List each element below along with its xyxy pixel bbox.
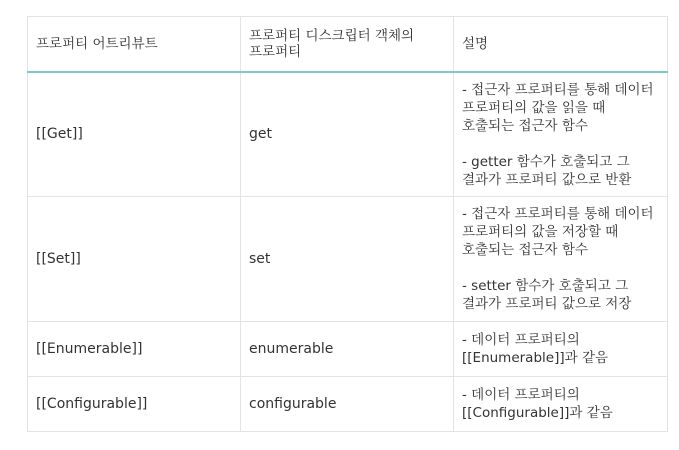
description-cell	[454, 72, 668, 197]
description-text: - 데이터 프로퍼티의 [[Enumerable]]과 같음	[462, 332, 609, 366]
description-text: - 데이터 프로퍼티의 [[Configurable]]과 같음	[462, 387, 613, 421]
description-text: - getter 함수가 호출되고 그 결과가 프로퍼티 값으로 반환	[462, 153, 632, 188]
header-description: 설명	[454, 17, 668, 73]
header-property-attribute: 프로퍼티 어트리뷰트	[28, 17, 241, 73]
table-row	[28, 377, 668, 432]
descriptor-cell: get	[241, 72, 454, 197]
header-descriptor-property: 프로퍼티 디스크립터 객체의 프로퍼티	[241, 17, 454, 73]
table-row	[28, 72, 668, 197]
description-text: - 접근자 프로퍼티를 통해 데이터 프로퍼티의 값을 저장할 때 호출되는 접근자 함수	[462, 206, 654, 258]
table-row	[28, 322, 668, 377]
description-cell	[454, 377, 668, 432]
descriptor-cell: set	[241, 197, 454, 322]
description-text: - setter 함수가 호출되고 그 결과가 프로퍼티 값으로 저장	[462, 278, 632, 312]
table-row	[28, 197, 668, 322]
attribute-cell: [[Set]]	[28, 197, 241, 322]
attribute-cell: [[Get]]	[28, 72, 241, 197]
description-text: - 접근자 프로퍼티를 통해 데이터 프로퍼티의 값을 읽을 때 호출되는 접근자 함수	[462, 81, 654, 134]
attribute-cell: [[Enumerable]]	[28, 322, 241, 377]
attribute-cell: [[Configurable]]	[28, 377, 241, 432]
descriptor-cell: enumerable	[241, 322, 454, 377]
descriptor-cell: configurable	[241, 377, 454, 432]
description-cell	[454, 322, 668, 377]
accessor-property-attributes-table	[27, 16, 668, 432]
description-cell	[454, 197, 668, 322]
accessor-property-attributes-table-container	[27, 16, 667, 432]
table-header-row	[28, 17, 668, 73]
